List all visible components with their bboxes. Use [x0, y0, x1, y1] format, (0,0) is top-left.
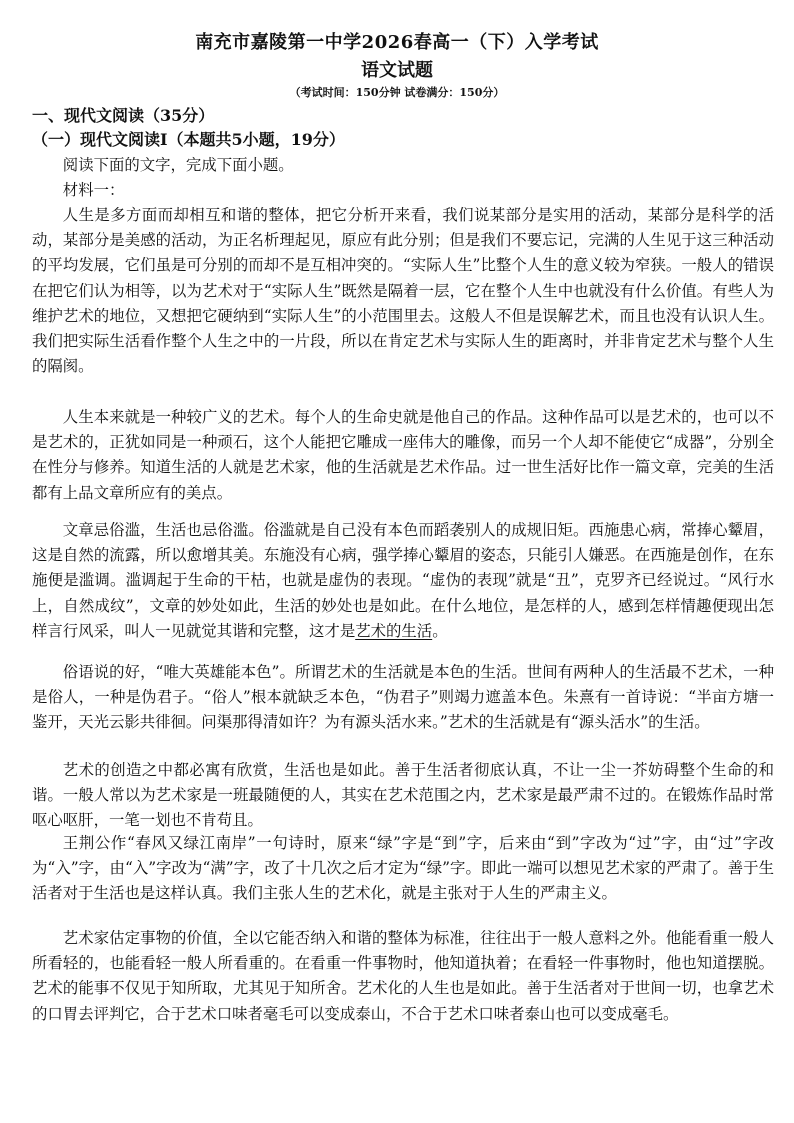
paragraph-1: 人生是多方面而却相互和谐的整体，把它分析开来看，我们说某部分是实用的活动，某部分是科学的活动，某部分是美感的活动，为正名析理起见，原应有此分别；但是我们不要忘记，完满的人生见于这三种活动的平均发展，它们虽是可分别的而却不是互相冲突的。“实际人生”比整个人生的意义较为窄狭。一般人的错误在把它们认为相等，以为艺术对于“实际人生”既然是隔着一层，它在整个人生中也就没有什么价值。有些人为维护艺术的地位，又想把它硬纳到“实际人生”的小范围里去。这般人不但是误解艺术，而且也没有认识人生。我们把实际生活看作整个人生之中的一片段，所以在肯定艺术与实际人生的距离时，并非肯定艺术与整个人生的隔阂。 — [32, 206, 774, 376]
paragraph-3 — [32, 518, 774, 644]
exam-subtitle: 语文试题 — [361, 60, 433, 81]
exam-title: 南充市嘉陵第一中学2026春高一（下）入学考试 — [195, 32, 599, 53]
paragraph-3-text: 文章忌俗滥，生活也忌俗滥。俗滥就是自己没有本色而蹈袭别人的成规旧矩。西施患心病，常捧心颦眉，这是自然的流露，所以愈增其美。东施没有心病，强学捧心颦眉的姿态，只能引人嫌恶。在西施是创作，在东施便是滥调。滥调起于生命的干枯，也就是虚伪的表现。“虚伪的表现”就是“丑”，克罗齐已经说过。“风行水上，自然成纹”，文章的妙处如此，生活的妙处也是如此。在什么地位，是怎样的人，感到怎样情趣便现出怎样言行风采，叫人一见就觉其谐和完整，这才是 — [32, 521, 774, 640]
material-label: 材料一： — [62, 181, 125, 199]
paragraph-2: 人生本来就是一种较广义的艺术。每个人的生命史就是他自己的作品。这种作品可以是艺术的，也可以不是艺术的，正犹如同是一种顽石，这个人能把它雕成一座伟大的雕像，而另一个人却不能使它“成器”，分别全在性分与修养。知道生活的人就是艺术家，他的生活就是艺术作品。过一世生活好比作一篇文章，完美的生活都有上品文章所应有的美点。 — [32, 408, 774, 502]
paragraph-7: 艺术家估定事物的价值，全以它能否纳入和谐的整体为标准，往往出于一般人意料之外。他能看重一般人所看轻的，也能看轻一般人所看重的。在看重一件事物时，他知道执着；在看轻一件事物时，他也知道摆脱。艺术的能事不仅见于知所取，尤其见于知所舍。艺术化的人生也是如此。善于生活者对于世间一切，也拿艺术的口胃去评判它，合于艺术口味者毫毛可以变成泰山，不合于艺术口味者泰山也可以变成毫毛。 — [32, 929, 774, 1023]
paragraph-4: 俗语说的好，“唯大英雄能本色”。所谓艺术的生活就是本色的生活。世间有两种人的生活最不艺术，一种是俗人，一种是伪君子。“俗人”根本就缺乏本色，“伪君子”则竭力遮盖本色。朱熹有一首诗说：“半亩方塘一鉴开，天光云影共徘徊。问渠那得清如许？为有源头活水来。”艺术的生活就是有“源头活水”的生活。 — [32, 663, 774, 732]
exam-meta: （考试时间：150分钟 试卷满分：150分） — [289, 86, 505, 99]
paragraph-3-end: 。 — [432, 621, 448, 640]
paragraph-6: 王荆公作“春风又绿江南岸”一句诗时，原来“绿”字是“到”字，后来由“到”字改为“过”字，由“过”字改为“入”字，由“入”字改为“满”字，改了十几次之后才定为“绿”字。即此一端可以想见艺术家的严肃了。善于生活者对于生活也是这样认真。我们主张人生的艺术化，就是主张对于人生的严肃主义。 — [32, 834, 774, 903]
instruction-text: 阅读下面的文字，完成下面小题。 — [62, 156, 294, 174]
paragraph-5: 艺术的创造之中都必寓有欣赏，生活也是如此。善于生活者彻底认真，不让一尘一芥妨碍整个生命的和谐。一般人常以为艺术家是一班最随便的人，其实在艺术范围之内，艺术家是最严肃不过的。在锻炼作品时常呕心呕肝，一笔一划也不肯苟且。 — [32, 761, 774, 830]
subsection-heading: （一）现代文阅读Ⅰ（本题共5小题，19分） — [32, 130, 345, 149]
section-heading: 一、现代文阅读（35分） — [32, 106, 215, 125]
underlined-phrase: 艺术的生活 — [355, 621, 433, 640]
